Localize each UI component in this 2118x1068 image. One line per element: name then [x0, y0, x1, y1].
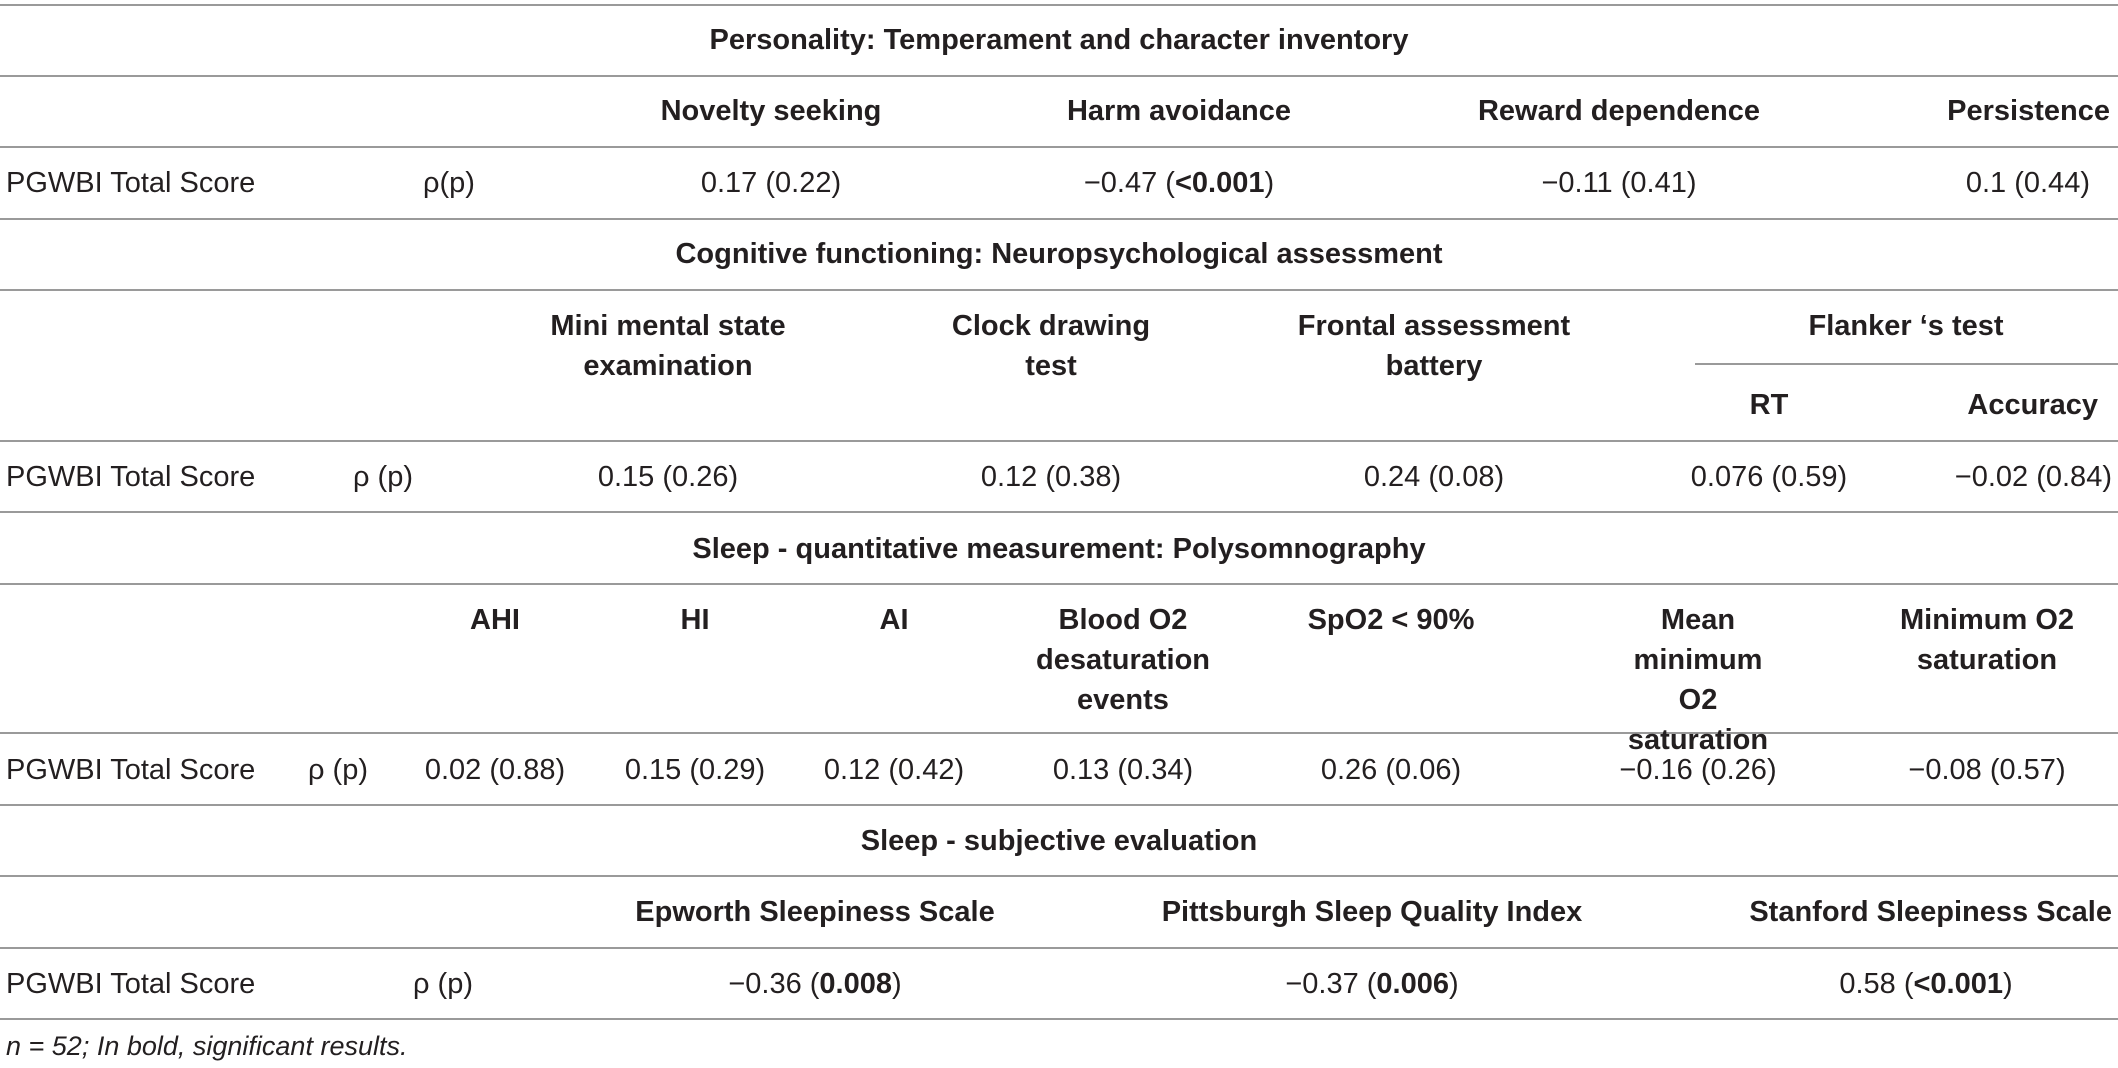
header-hi: HI — [680, 604, 710, 636]
value-cell: −0.47 (<0.001) — [1083, 167, 1275, 199]
header-minimum-o2: Minimum O2 saturation — [1899, 604, 2074, 676]
stat-label: ρ (p) — [308, 754, 368, 786]
p-value: <0.001 — [1913, 968, 2004, 1000]
stat-label: ρ(p) — [423, 167, 475, 199]
row-label: PGWBI Total Score — [6, 461, 256, 493]
rho-value: 0.26 ( — [1320, 754, 1396, 786]
section-title-personality: Personality: Temperament and character inventory — [709, 24, 1409, 56]
value-cell: 0.02 (0.88) — [424, 754, 566, 786]
p-value: 0.26 — [1710, 754, 1767, 786]
value-cell: −0.36 (0.008) — [728, 968, 902, 1000]
rule — [0, 947, 2118, 949]
p-value: 0.06 — [1395, 754, 1452, 786]
header-stanford: Stanford Sleepiness Scale — [1749, 896, 2112, 928]
p-value: 0.006 — [1376, 968, 1449, 1000]
p-value: 0.57 — [1999, 754, 2056, 786]
p-value: 0.22 — [775, 167, 832, 199]
value-cell: −0.02 (0.84) — [1954, 461, 2112, 493]
header-ahi: AHI — [470, 604, 520, 636]
value-cell: 0.076 (0.59) — [1690, 461, 1848, 493]
rule — [0, 732, 2118, 734]
rule — [0, 146, 2118, 148]
rho-value: −0.37 ( — [1285, 968, 1377, 1000]
header-clock-drawing: Clock drawing test — [951, 310, 1151, 382]
rho-value: 0.13 ( — [1052, 754, 1128, 786]
p-value: 0.29 — [699, 754, 756, 786]
p-value: 0.59 — [1781, 461, 1838, 493]
p-value: 0.38 — [1055, 461, 1112, 493]
section-title-cognitive: Cognitive functioning: Neuropsychological assessment — [675, 238, 1443, 270]
rule — [0, 440, 2118, 442]
value-cell: 0.12 (0.38) — [980, 461, 1122, 493]
value-cell: 0.15 (0.29) — [624, 754, 766, 786]
rho-value: −0.08 ( — [1908, 754, 2000, 786]
header-harm-avoidance: Harm avoidance — [1066, 95, 1292, 127]
rho-value: −0.47 ( — [1083, 167, 1175, 199]
rho-value: 0.1 ( — [1965, 167, 2024, 199]
rule — [0, 289, 2118, 291]
header-mmse: Mini mental state examination — [550, 310, 786, 382]
p-value: 0.08 — [1438, 461, 1495, 493]
value-cell: −0.08 (0.57) — [1908, 754, 2066, 786]
p-value: 0.008 — [819, 968, 892, 1000]
rho-value: 0.12 ( — [823, 754, 899, 786]
value-cell: 0.12 (0.42) — [823, 754, 965, 786]
rho-value: 0.17 ( — [700, 167, 776, 199]
p-value: 0.88 — [499, 754, 556, 786]
rho-value: −0.16 ( — [1619, 754, 1711, 786]
rule — [0, 583, 2118, 585]
section-title-sleep-subjective: Sleep - subjective evaluation — [860, 825, 1258, 857]
header-frontal-assessment: Frontal assessment battery — [1297, 310, 1571, 382]
rho-value: 0.58 ( — [1839, 968, 1914, 1000]
value-cell: 0.17 (0.22) — [700, 167, 842, 199]
value-cell: 0.26 (0.06) — [1320, 754, 1462, 786]
value-cell: −0.11 (0.41) — [1541, 167, 1697, 199]
rho-value: 0.02 ( — [424, 754, 500, 786]
row-label: PGWBI Total Score — [6, 167, 256, 199]
stat-label: ρ (p) — [413, 968, 473, 1000]
rule — [0, 75, 2118, 77]
rho-value: −0.11 ( — [1541, 167, 1631, 199]
header-mean-minimum-o2: Mean minimum O2 saturation — [1627, 604, 1769, 756]
p-value: <0.001 — [1174, 167, 1265, 199]
flanker-subheader-rule — [1695, 363, 2118, 365]
rule — [0, 511, 2118, 513]
rho-value: −0.02 ( — [1954, 461, 2046, 493]
row-label: PGWBI Total Score — [6, 968, 256, 1000]
value-cell: 0.13 (0.34) — [1052, 754, 1194, 786]
p-value: 0.34 — [1127, 754, 1184, 786]
p-value: 0.44 — [2023, 167, 2081, 199]
footnote: n = 52; In bold, significant results. — [6, 1031, 408, 1061]
p-value: 0.41 — [1630, 167, 1687, 199]
rho-value: 0.15 ( — [624, 754, 700, 786]
value-cell: −0.16 (0.26) — [1619, 754, 1777, 786]
rule — [0, 804, 2118, 806]
rho-value: 0.24 ( — [1363, 461, 1439, 493]
header-ai: AI — [879, 604, 909, 636]
header-flanker-test: Flanker ‘s test — [1808, 310, 2004, 342]
header-epworth: Epworth Sleepiness Scale — [635, 896, 995, 928]
header-reward-dependence: Reward dependence — [1477, 95, 1761, 127]
subheader-rt: RT — [1749, 389, 1789, 421]
rule — [0, 1018, 2118, 1020]
subheader-accuracy: Accuracy — [1967, 389, 2098, 421]
value-cell: −0.37 (0.006) — [1285, 968, 1459, 1000]
p-value: 0.42 — [898, 754, 955, 786]
header-pittsburgh: Pittsburgh Sleep Quality Index — [1161, 896, 1583, 928]
p-value: 0.84 — [2045, 461, 2103, 493]
rho-value: −0.36 ( — [728, 968, 820, 1000]
value-cell: 0.1 (0.44) — [1965, 167, 2090, 199]
rule — [0, 218, 2118, 220]
stat-label: ρ (p) — [353, 461, 413, 493]
section-title-sleep-quantitative: Sleep - quantitative measurement: Polysomnography — [692, 533, 1426, 565]
row-label: PGWBI Total Score — [6, 754, 256, 786]
rho-value: 0.076 ( — [1690, 461, 1782, 493]
rho-value: 0.12 ( — [980, 461, 1056, 493]
value-cell: 0.58 (<0.001) — [1839, 968, 2013, 1000]
header-blood-o2-desaturation: Blood O2 desaturation events — [1035, 604, 1211, 716]
rho-value: 0.15 ( — [597, 461, 673, 493]
value-cell: 0.15 (0.26) — [597, 461, 739, 493]
p-value: 0.26 — [672, 461, 729, 493]
header-persistence: Persistence — [1947, 95, 2110, 127]
rule — [0, 875, 2118, 877]
header-spo2: SpO2 < 90% — [1307, 604, 1475, 636]
header-novelty-seeking: Novelty seeking — [660, 95, 882, 127]
value-cell: 0.24 (0.08) — [1363, 461, 1505, 493]
rule — [0, 4, 2118, 6]
